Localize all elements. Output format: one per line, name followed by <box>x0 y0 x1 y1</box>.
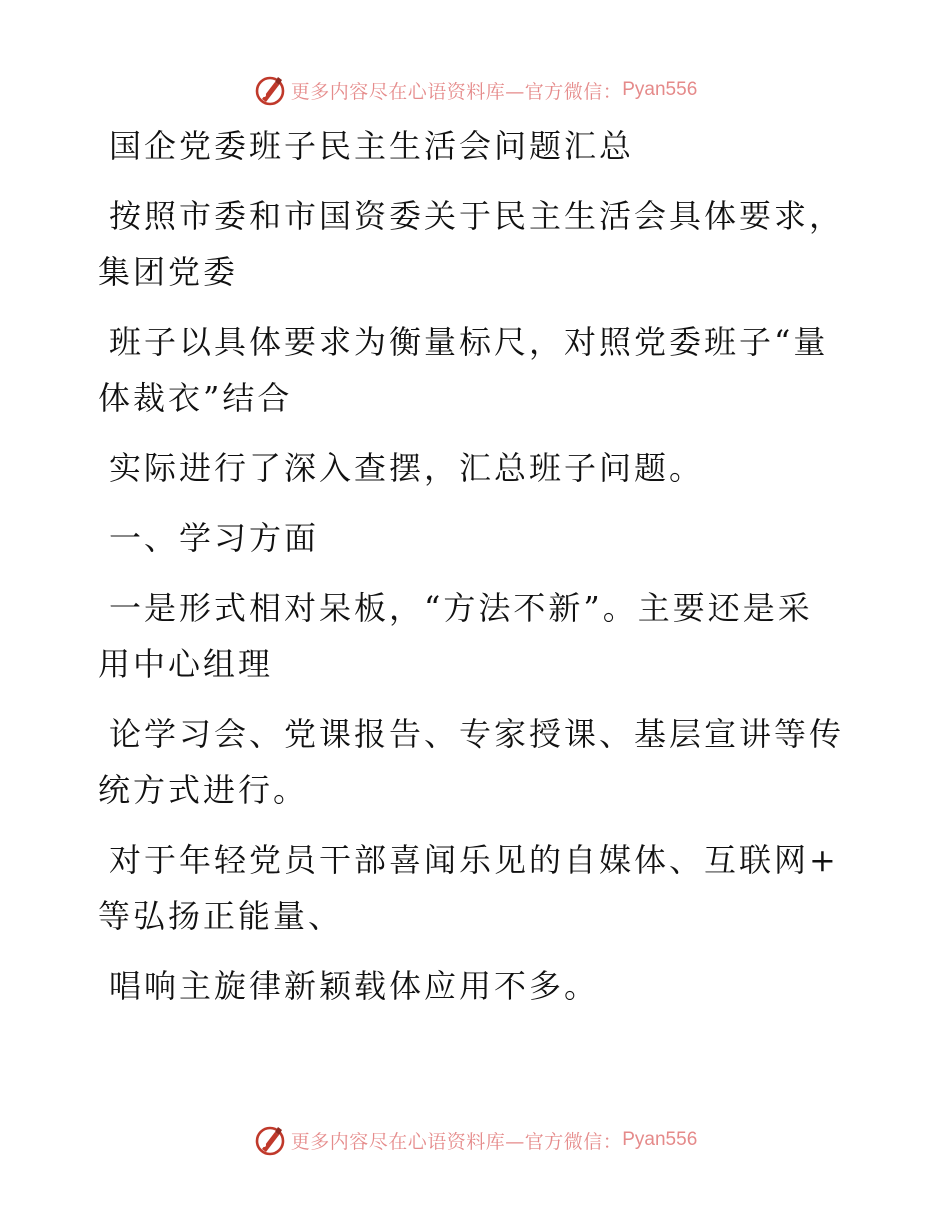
ink-pen-icon <box>253 1123 287 1157</box>
paragraph-line: 体裁衣”结合 <box>98 379 293 417</box>
paragraph-line: 唱响主旋律新颖载体应用不多。 <box>109 967 600 1005</box>
paragraph-line: 等弘扬正能量、 <box>98 897 344 935</box>
document-body <box>98 118 845 1014</box>
watermark-wechat-id: Pyan556 <box>622 1129 698 1150</box>
paragraph-line: 按照市委和市国资委关于民主生活会具体要求， <box>109 197 845 235</box>
document-title: 国企党委班子民主生活会问题汇总 <box>109 127 635 165</box>
paragraph-line: 用中心组理 <box>98 645 274 683</box>
paragraph-line: 对于年轻党员干部喜闻乐见的自媒体、互联网+ <box>109 841 839 879</box>
paragraph-line: 集团党委 <box>98 253 239 291</box>
watermark-text: 更多内容尽在心语资料库—官方微信： <box>290 80 623 103</box>
section-heading: 一、学习方面 <box>109 519 320 557</box>
ink-pen-icon <box>253 73 287 107</box>
watermark-banner-bottom <box>0 1120 950 1160</box>
watermark-banner-top <box>0 70 950 110</box>
paragraph-line: 统方式进行。 <box>98 771 309 809</box>
paragraph-line: 班子以具体要求为衡量标尺，对照党委班子“量 <box>109 323 829 361</box>
paragraph-line: 论学习会、党课报告、专家授课、基层宣讲等传 <box>109 715 845 753</box>
watermark-text: 更多内容尽在心语资料库—官方微信： <box>290 1130 623 1153</box>
watermark-wechat-id: Pyan556 <box>622 79 698 100</box>
paragraph-line: 实际进行了深入查摆，汇总班子问题。 <box>109 449 705 487</box>
paragraph-line: 一是形式相对呆板，“方法不新”。主要还是采 <box>109 589 813 627</box>
